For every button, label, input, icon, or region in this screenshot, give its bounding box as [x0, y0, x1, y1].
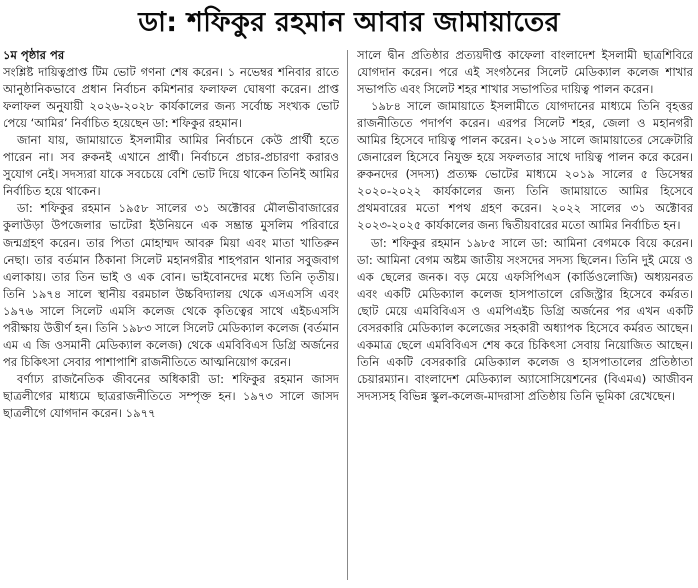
right-paragraph-3: ডা: শফিকুর রহমান ১৯৮৫ সালে ডা: আমিনা বেগমকে বিয়ে করেন। ডা: আমিনা বেগম অষ্টম জাতীয় সংসদের সদস্য ছিলেন। তিনি দুই মেয়ে ও এক ছেলের জনক। বড় মেয়ে এফসিপিএস (কার্ডিওলোজি) অধ্যয়নরত এবং একটি মেডিক্যাল কলেজ হাসপাতালে রেজিস্ট্রার হিসেবে কর্মরত। ছোট মেয়ে এমবিবিএস ও এমপিএইচ ডিগ্রি অর্জনের পর এখন একটি বেসরকারি মেডিক্যাল কলেজের সহকারী অধ্যাপক হিসেবে কর্মরত আছেন। একমাত্র ছেলে এমবিবিএস শেষ করে চিকিৎসা সেবায় নিয়োজিত আছেন। তিনি একটি বেসরকারি মেডিক্যাল কলেজ ও হাসপাতালের প্রতিষ্ঠাতা চেয়ারম্যান। বাংলাদেশ মেডিক্যাল অ্যাসোসিয়েশনের (বিএমএ) আজীবন সদস্যসহ বিভিন্ন স্কুল-কলেজ-মাদরাসা প্রতিষ্ঠায় তিনি ভূমিকা রেখেছেন।	[357, 235, 693, 403]
left-column	[3, 47, 339, 585]
continued-from-label: ১ম পৃষ্ঠার পর	[3, 48, 65, 62]
left-paragraph-3: ডা: শফিকুর রহমান ১৯৫৮ সালের ৩১ অক্টোবর মৌলভীবাজারের কুলাউড়া উপজেলার ভাটেরা ইউনিয়নে এক সম্ভ্রান্ত মুসলিম পরিবারে জন্মগ্রহণ করেন। তার পিতা মোহাম্মদ আবরু মিয়া এবং মাতা খাতিরুন নেছা। তার বর্তমান ঠিকানা সিলেট মহানগরীর শাহপরান থানার সবুজবাগ এলাকায়। তার তিন ভাই ও এক বোন। ভাইবোনদের মধ্যে তিনি তৃতীয়। তিনি ১৯৭৪ সালে স্থানীয় বরমচাল উচ্চবিদ্যালয় থেকে এসএসসি এবং ১৯৭৬ সালে সিলেট এমসি কলেজ থেকে কৃতিত্বের সাথে এইচএসসি পরীক্ষায় উত্তীর্ণ হন। তিনি ১৯৮৩ সালে সিলেট মেডিক্যাল কলেজ (বর্তমান এম এ জি ওসমানী মেডিক্যাল কলেজ) থেকে এমবিবিএস ডিগ্রি অর্জনের পর চিকিৎসা সেবার পাশাপাশি রাজনীতিতে আত্মনিয়োগ করেন।	[3, 201, 339, 369]
left-paragraph-4: বর্ণাঢ্য রাজনৈতিক জীবনের অধিকারী ডা: শফিকুর রহমান জাসদ ছাত্রলীগের মাধ্যমে ছাত্ররাজনীতিতে সম্পৃক্ত হন। ১৯৭৩ সালে জাসদ ছাত্রলীগে যোগদান করেন। ১৯৭৭	[3, 371, 339, 420]
headline: ডা: শফিকুর রহমান আবার জামায়াতের	[138, 7, 560, 38]
left-paragraph-1-text: সংশ্লিষ্ট দায়িত্বপ্রাপ্ত টিম ভোট গণনা শেষ করেন। ১ নভেম্বর শনিবার রাতে আনুষ্ঠানিকভাবে প্রধান নির্বাচন কমিশনার ফলাফল ঘোষণা করেন। প্রাপ্ত ফলাফল অনুযায়ী ২০২৬-২০২৮ কার্যকালের জন্য সর্বোচ্চ সংখ্যক ভোট পেয়ে ‘আমির’ নির্বাচিত হয়েছেন ডা: শফিকুর রহমান।	[3, 65, 339, 131]
continuation-paragraph	[3, 47, 339, 132]
left-paragraph-2: জানা যায়, জামায়াতে ইসলামীর আমির নির্বাচনে কেউ প্রার্থী হতে পারেন না। সব রুকনই এখানে প্রার্থী। নির্বাচনে প্রচার-প্রচারণা করারও সুযোগ নেই। সদস্যরা যাকে সবচেয়ে বেশি ভোট দিয়ে থাকেন তিনিই আমির নির্বাচিত হয়ে থাকেন।	[3, 133, 339, 199]
column-divider	[347, 50, 348, 580]
right-column	[357, 47, 693, 585]
right-paragraph-2: ১৯৮৪ সালে জামায়াতে ইসলামীতে যোগদানের মাধ্যমে তিনি বৃহত্তর রাজনীতিতে পদার্পণ করেন। এরপর সিলেট শহর, জেলা ও মহানগরী আমির হিসেবে দায়িত্ব পালন করেন। ২০১৬ সালে জামায়াতের সেক্রেটারি জেনারেল হিসেবে নিযুক্ত হয়ে সফলতার সাথে দায়িত্ব পালন করে করেন। রুকনদের (সদস্য) প্রত্যক্ষ ভোটের মাধ্যমে ২০১৯ সালের ৫ ডিসেম্বর ২০২০-২০২২ কার্যকালের জন্য তিনি জামায়াতে আমির হিসেবে প্রথমবারের মতো শপথ গ্রহণ করেন। ২০২২ সালের ৩১ অক্টোবর ২০২৩-২০২৫ কার্যকালের জন্য দ্বিতীয়বারের মতো আমির নির্বাচিত হন।	[357, 99, 693, 233]
right-paragraph-1: সালে দ্বীন প্রতিষ্ঠার প্রত্যয়দীপ্ত কাফেলা বাংলাদেশ ইসলামী ছাত্রশিবিরে যোগদান করেন। পরে এই সংগঠনের সিলেট মেডিক্যাল কলেজ শাখার সভাপতি এবং সিলেট শহর শাখার সভাপতির দায়িত্ব পালন করেন।	[357, 48, 693, 97]
